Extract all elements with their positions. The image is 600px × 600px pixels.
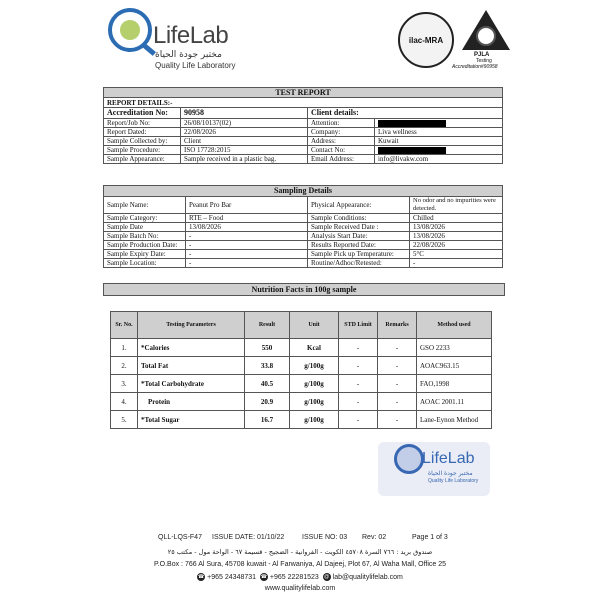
phone-1: +965 24348731 <box>207 573 257 581</box>
brand-name: LifeLab <box>153 22 229 49</box>
sampling-title: Sampling Details <box>104 186 503 197</box>
english-address: P.O.Box : 766 Al Sura, 45708 kuwait - Al Farwaniya, Al Dajeej, Plot 67, Al Waha Mall, Office 25 <box>153 561 447 568</box>
website: www.qualitylifelab.com <box>264 585 336 592</box>
revision: Rev: 02 <box>362 534 387 541</box>
phone-2: +965 22281523 <box>269 573 319 581</box>
footer-email: lab@qualitylifelab.com <box>332 573 403 581</box>
table-row: 4. Protein 20.9 g/100g - - AOAC 2001.11 <box>111 393 492 411</box>
doc-code: QLL-LQS-F47 <box>158 534 202 541</box>
report-title: TEST REPORT <box>104 88 503 98</box>
phone-icon: ☎ <box>198 574 205 580</box>
globe-icon <box>476 26 496 46</box>
stamp-q-icon <box>394 444 424 474</box>
nutrition-title: Nutrition Facts in 100g sample <box>103 283 505 296</box>
page-number: Page 1 of 3 <box>412 534 448 541</box>
brand-english: Quality Life Laboratory <box>155 61 236 70</box>
report-details-table: TEST REPORT REPORT DETAILS:- Accreditation No: 90958 Client details: Report/Job No: 26/08/10137(02) Attention: Report Dated: 22/08/2026 Company: Liva wellness Sample Collected by: Client Address: Kuwait Sample Procedure: ISO 17728:2015 Contact No: Sample Appearance: Sample received in a plastic bag. Email Address: info@livakw.com <box>103 87 503 164</box>
lab-stamp: LifeLab مختبر جودة الحياة Quality Life Laboratory <box>378 442 490 496</box>
client-email: info@livakw.com <box>375 155 503 164</box>
contact-line <box>0 573 600 581</box>
nutrition-table: Sr. No. Testing Parameters Result Unit STD Limit Remarks Method used 1. *Calories 550 Kcal - - GSO 2233 2. Total Fat 33.8 g/100g - - AOAC963.15 3. *Total Carbohydrate 40.5 g/100g - - FAO,1998 4. Protein 20.9 g/100g - - AOAC 2001.11 5. *Total Sugar 16.7 g/100g - - Lane-Eynon Method <box>110 311 492 429</box>
redacted-attention <box>375 119 503 128</box>
report-details-heading: REPORT DETAILS:- <box>104 98 503 108</box>
table-row: 2. Total Fat 33.8 g/100g - - AOAC963.15 <box>111 357 492 375</box>
ilac-label: ilac-MRA <box>408 36 444 45</box>
issue-date: ISSUE DATE: 01/10/22 <box>212 534 285 541</box>
table-row: 5. *Total Sugar 16.7 g/100g - - Lane-Eynon Method <box>111 411 492 429</box>
arabic-address: صندوق بريد : ٧٦٦ السرة ٤٥٧٠٨ الكويت - الفروانية - الضجيج - قسيمة ٦٧ - الواحة مول - مكتب ٢٥ <box>167 548 433 556</box>
client-details-label: Client details: <box>308 108 503 119</box>
logo-q-icon <box>108 8 152 52</box>
table-row: 1. *Calories 550 Kcal - - GSO 2233 <box>111 339 492 357</box>
table-row: 3. *Total Carbohydrate 40.5 g/100g - - FAO,1998 <box>111 375 492 393</box>
accreditation-number: 90958 <box>181 108 308 119</box>
redacted-contact <box>375 146 503 155</box>
brand-arabic: مختبر جودة الحياة <box>155 50 222 60</box>
ilac-mra-logo <box>398 12 454 68</box>
sampling-details-table: Sampling Details Sample Name: Peanut Pro Bar Physical Appearance: No odor and no impurities were detected. Sample Category: RTE – Food Sample Conditions: Chilled Sample Date 13/08/2026 Sample Received Date : 13/08/2026 Sample Batch No: - Analysis Start Date: 13/08/2026 Sample Production Date: - Results Reported Date: 22/08/2026 Sample Expiry Date: - Sample Pick up Temperature: 5°C Sample Location: - Routine/Adhoc/Retested: - <box>103 185 503 268</box>
phone-icon: ☎ <box>260 574 268 580</box>
email-icon: @ <box>324 574 330 580</box>
issue-no: ISSUE NO: 03 <box>302 534 348 541</box>
